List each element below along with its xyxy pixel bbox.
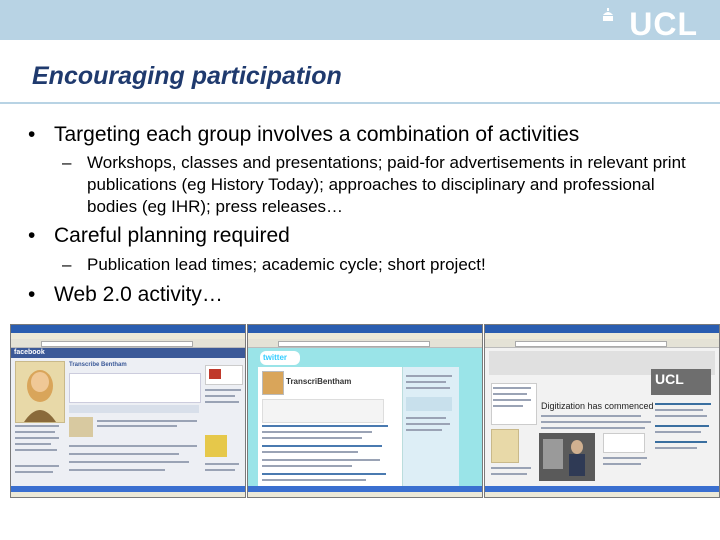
slide-title: Encouraging participation xyxy=(32,62,342,90)
window-titlebar xyxy=(485,325,719,333)
ucl-logo: UCL xyxy=(629,6,698,42)
facebook-logo: facebook xyxy=(14,349,45,356)
status-bar xyxy=(11,492,245,497)
address-bar xyxy=(11,339,245,348)
blog-screenshot xyxy=(484,324,720,498)
bullet-text: Targeting each group involves a combination of activities xyxy=(54,123,580,146)
address-bar xyxy=(485,339,719,348)
bullet-text: Careful planning required xyxy=(54,224,290,247)
bullet-glyph: • xyxy=(28,283,36,306)
bullet-glyph: • xyxy=(28,224,36,247)
twitter-screenshot xyxy=(247,324,483,498)
window-titlebar xyxy=(248,325,482,333)
status-bar xyxy=(485,492,719,497)
address-bar xyxy=(248,339,482,348)
blog-post-heading: Digitization has commenced xyxy=(541,401,654,411)
twitter-profile-name: TranscriBentham xyxy=(286,377,352,386)
bentham-portrait xyxy=(15,361,65,423)
bullet-text: Web 2.0 activity… xyxy=(54,283,223,306)
profile-avatar xyxy=(262,371,284,395)
ucl-blog-logo: UCL xyxy=(655,371,684,387)
sub-bullet-text: Workshops, classes and presentations; paid-for advertisements in relevant print publications (eg History Today); approaches to disciplinary and professional bodies (eg IHR); press releases… xyxy=(87,153,686,216)
dash-glyph: – xyxy=(62,153,72,172)
facebook-header xyxy=(11,348,245,358)
sub-bullet-text: Publication lead times; academic cycle; short project! xyxy=(87,255,486,274)
facebook-page-name: Transcribe Bentham xyxy=(69,362,127,368)
window-titlebar xyxy=(11,325,245,333)
dash-glyph: – xyxy=(62,255,72,274)
ucl-portico-icon xyxy=(601,8,615,22)
blog-photo xyxy=(539,433,595,481)
facebook-screenshot xyxy=(10,324,246,498)
title-divider xyxy=(0,102,720,104)
twitter-logo: twitter xyxy=(263,353,287,362)
status-bar xyxy=(248,492,482,497)
bullet-glyph: • xyxy=(28,123,36,146)
